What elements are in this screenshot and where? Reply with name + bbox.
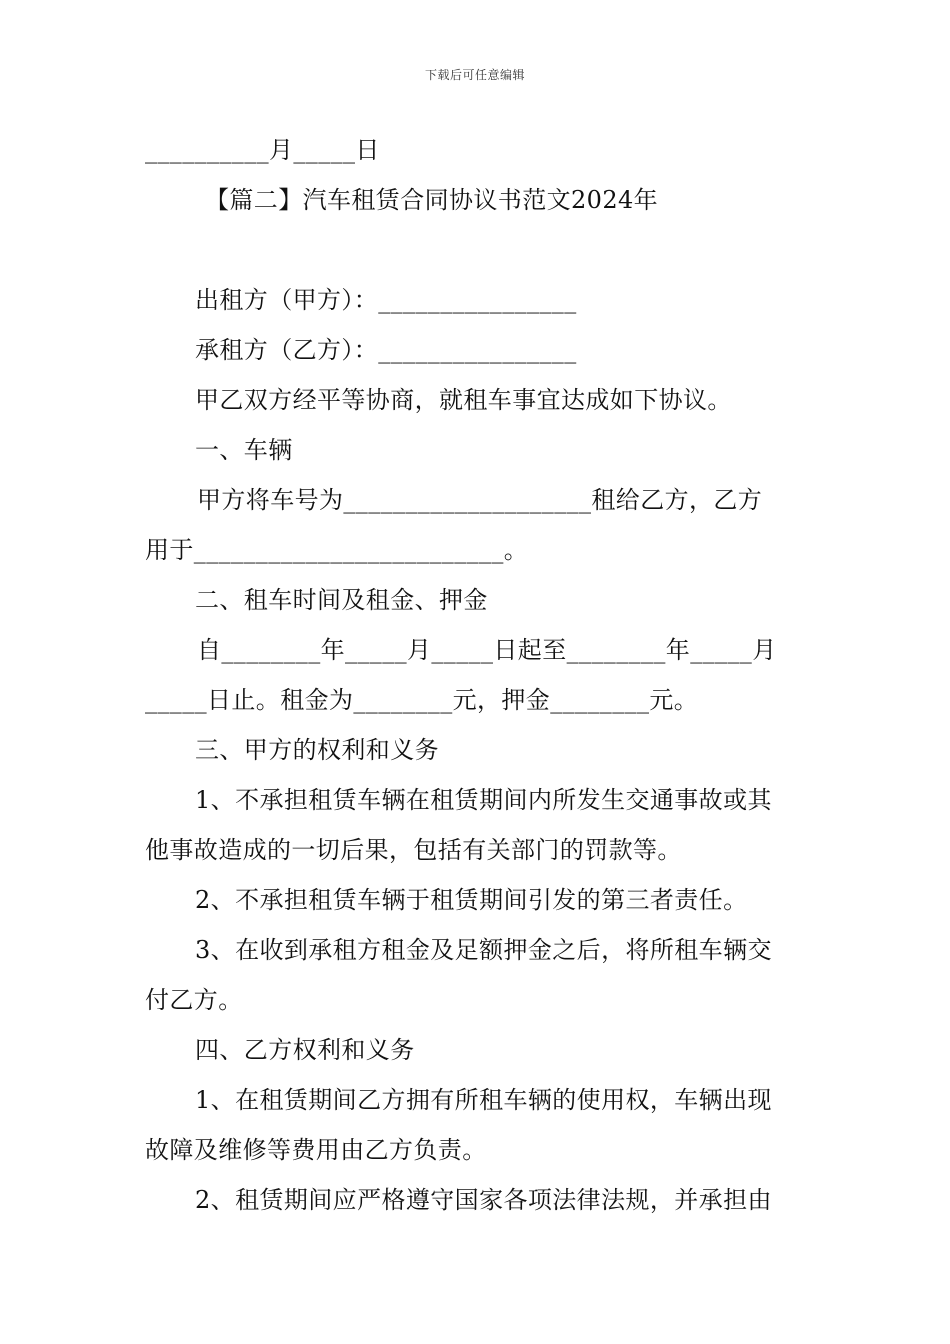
rent-clause-line-1: 自________年_____月_____日起至________年_____月 [197, 636, 777, 664]
clause-heading-vehicle: 一、车辆 [195, 436, 293, 464]
lessor-duty-1-line-2: 他事故造成的一切后果，包括有关部门的罚款等。 [145, 836, 682, 864]
lessee-duty-1-line-1: 1、在租赁期间乙方拥有所租车辆的使用权，车辆出现 [195, 1086, 772, 1114]
clause-heading-rent: 二、租车时间及租金、押金 [195, 586, 488, 614]
vehicle-clause-line-1: 甲方将车号为____________________租给乙方，乙方 [197, 486, 763, 514]
clause-heading-lessee-duties: 四、乙方权利和义务 [195, 1036, 415, 1064]
lessee-duty-1-line-2: 故障及维修等费用由乙方负责。 [145, 1136, 487, 1164]
section-title: 【篇二】汽车租赁合同协议书范文2024年 [205, 186, 659, 214]
page-header: 下载后可任意编辑 [424, 68, 525, 82]
date-line: __________月_____日 [145, 136, 380, 164]
vehicle-clause-line-2: 用于_________________________。 [145, 536, 529, 564]
rent-clause-line-2: _____日止。租金为________元，押金________元。 [145, 686, 699, 714]
lessor-duty-3-line-1: 3、在收到承租方租金及足额押金之后，将所租车辆交 [195, 936, 772, 964]
lessor-duty-3-line-2: 付乙方。 [145, 986, 243, 1014]
lessor-duty-1-line-1: 1、不承担租赁车辆在租赁期间内所发生交通事故或其 [195, 786, 772, 814]
lessor-field: 出租方（甲方）：________________ [195, 286, 577, 314]
agreement-intro: 甲乙双方经平等协商，就租车事宜达成如下协议。 [195, 386, 732, 414]
lessee-field: 承租方（乙方）：________________ [195, 336, 577, 364]
lessor-duty-2: 2、不承担租赁车辆于租赁期间引发的第三者责任。 [195, 886, 748, 914]
clause-heading-lessor-duties: 三、甲方的权利和义务 [195, 736, 439, 764]
lessee-duty-2-line-1: 2、租赁期间应严格遵守国家各项法律法规，并承担由 [195, 1186, 772, 1214]
